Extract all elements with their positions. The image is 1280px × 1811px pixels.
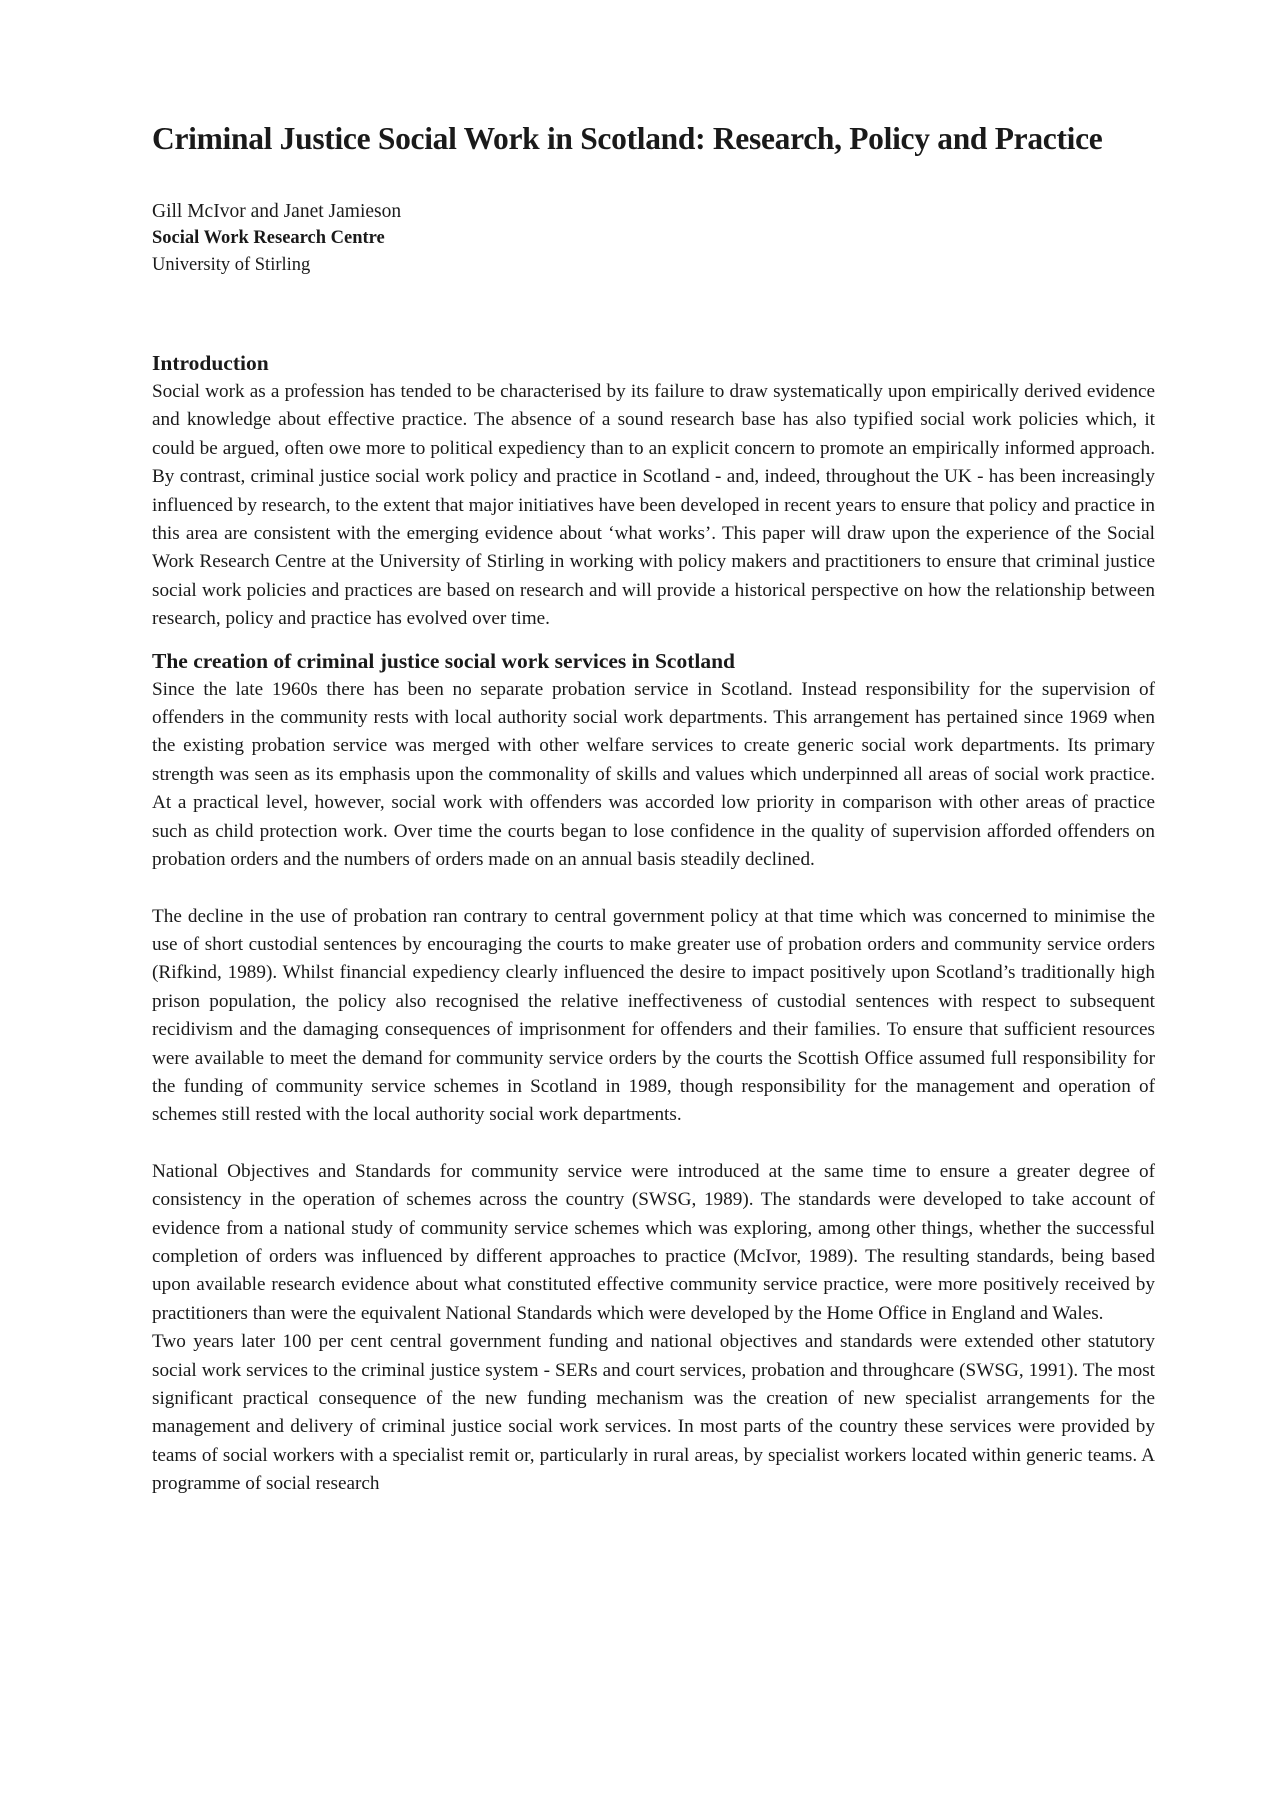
document-page [152, 118, 1155, 1499]
paragraph: National Objectives and Standards for community service were introduced at the same time to ensure a greater degree of consistency in the operation of schemes across the country (SWSG, 1989). The standards were developed to take account of evidence from a national study of community service schemes which was exploring, among other things, whether the successful completion of orders was influenced by different approaches to practice (McIvor, 1989). The resulting standards, being based upon available research evidence about what constituted effective community service practice, were more positively received by practitioners than were the equivalent National Standards which were developed by the Home Office in England and Wales. [152, 1160, 1155, 1324]
paragraph: The decline in the use of probation ran contrary to central government policy at that time which was concerned to minimise the use of short custodial sentences by encouraging the courts to make greater use of probation orders and community service orders (Rifkind, 1989). Whilst financial expediency clearly influenced the desire to impact positively upon Scotland’s traditionally high prison population, the policy also recognised the relative ineffectiveness of custodial sentences with respect to subsequent recidivism and the damaging consequences of imprisonment for offenders and their families. To ensure that sufficient resources were available to meet the demand for community service orders by the courts the Scottish Office assumed full responsibility for the funding of community service schemes in Scotland in 1989, though responsibility for the management and operation of schemes still rested with the local authority social work departments. [152, 905, 1155, 1126]
section-heading-creation: The creation of criminal justice social work services in Scotland [152, 648, 736, 673]
section-heading-introduction: Introduction [152, 351, 269, 375]
author-names: Gill McIvor and Janet Jamieson [152, 201, 402, 222]
paragraph: Social work as a profession has tended to be characterised by its failure to draw systematically upon empirically derived evidence and knowledge about effective practice. The absence of a sound research base has also typified social work policies which, it could be argued, often owe more to political expediency than to an explicit concern to promote an empirically informed approach. By contrast, criminal justice social work policy and practice in Scotland - and, indeed, throughout the UK - has been increasingly influenced by research, to the extent that major initiatives have been developed in recent years to ensure that policy and practice in this area are consistent with the emerging evidence about ‘what works’. This paper will draw upon the experience of the Social Work Research Centre at the University of Stirling in working with policy makers and practitioners to ensure that criminal justice social work policies and practices are based on research and will provide a historical perspective on how the relationship between research, policy and practice has evolved over time. [152, 381, 1155, 630]
paragraph: Since the late 1960s there has been no separate probation service in Scotland. Instead responsibility for the supervision of offenders in the community rests with local authority social work departments. This arrangement has pertained since 1969 when the existing probation service was merged with other welfare services to create generic social work departments. Its primary strength was seen as its emphasis upon the commonality of skills and values which underpinned all areas of social work practice. At a practical level, however, social work with offenders was accorded low priority in comparison with other areas of practice such as child protection work. Over time the courts began to lose confidence in the quality of supervision afforded offenders on probation orders and the numbers of orders made on an annual basis steadily declined. [152, 678, 1155, 871]
document-title: Criminal Justice Social Work in Scotland: Research, Policy and Practice [152, 121, 1103, 156]
affiliation-centre: Social Work Research Centre [152, 228, 385, 248]
affiliation-university: University of Stirling [152, 255, 311, 275]
paragraph: Two years later 100 per cent central government funding and national objectives and standards were extended other statutory social work services to the criminal justice system - SERs and court services, probation and throughcare (SWSG, 1991). The most significant practical consequence of the new funding mechanism was the creation of new specialist arrangements for the management and delivery of criminal justice social work services. In most parts of the country these services were provided by teams of social workers with a specialist remit or, particularly in rural areas, by specialist workers located within generic teams. A programme of social research [152, 1331, 1155, 1495]
